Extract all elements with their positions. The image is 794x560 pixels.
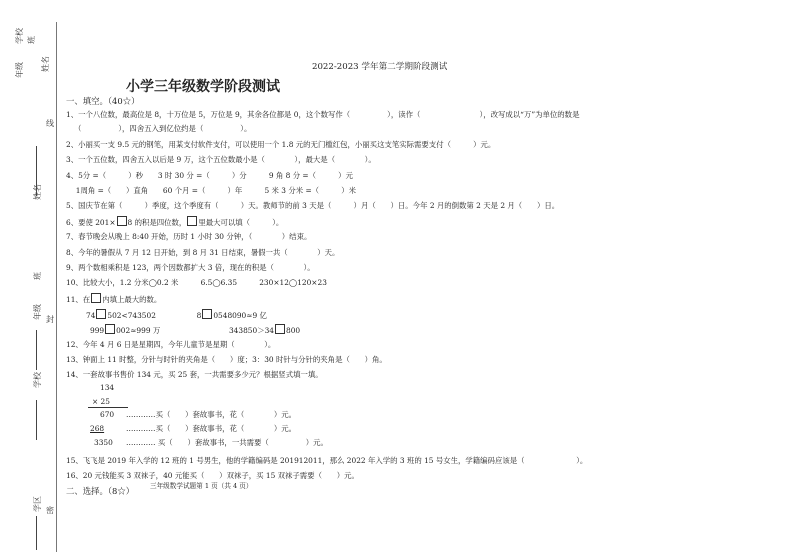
- question-2: 2、小丽买一支 9.5 元的钢笔，用某支付软件支付，可以使用一个 1.8 元的无门槛红包，小丽买这支笔实际需要支付（ ）元。: [66, 140, 496, 149]
- q11-item-2-b: 0548090≈9 亿: [213, 311, 267, 320]
- calc-product: 3350: [94, 438, 113, 447]
- question-10: 10、比较大小，1.2 分米◯0.2 米 6.5◯6.35 230×12◯120×23: [66, 278, 327, 287]
- question-5: 5、国庆节在第（ ）季度，这个季度有（ ）天。教师节的前 3 天是（ ）月（ ）日。今年 2 月的倒数第 2 天是 2 月（ ）日。: [66, 201, 560, 210]
- school-label-top: 学校: [15, 28, 24, 44]
- q11-item-4-a: 343850＞34: [228, 326, 274, 335]
- section-2-heading: 二、选择。（8☆）: [66, 486, 135, 496]
- exam-page: [66, 0, 786, 560]
- school-blank: [36, 400, 37, 440]
- question-8: 8、今年的暑假从 7 月 12 日开始，到 8 月 31 日结束，暑假一共（ ）天。: [66, 248, 340, 257]
- calc-partial-1-text: …………买（ ）套故事书，花（ ）元。: [126, 410, 296, 419]
- question-1a: 1、一个八位数，最高位是 8，十万位是 5，万位是 9，其余各位都是 0，这个数写作（ ），读作（ ），改写成以“万”为单位的数是: [66, 110, 580, 119]
- name-blank: [36, 146, 37, 196]
- ban-label-top: 班: [27, 36, 36, 44]
- question-11-row-2: [90, 324, 300, 336]
- calc-product-text: ………… 买（ ）套故事书，一共需要（ ）元。: [126, 438, 328, 447]
- binding-margin: [0, 0, 60, 560]
- answer-box[interactable]: [91, 293, 101, 303]
- calc-multiplicand: 134: [100, 383, 115, 392]
- grade-label-top: 年级: [15, 62, 24, 78]
- question-1b: （ ），四舍五入到亿位约是（ ）。: [74, 124, 252, 133]
- calc-partial-1: 670: [100, 410, 115, 419]
- question-6: [66, 216, 283, 228]
- page-footer: 三年级数学试题第 1 页（共 4 页）: [150, 482, 253, 490]
- exam-title: 小学三年级数学阶段测试: [126, 79, 280, 95]
- seal-line-char: 线: [46, 119, 54, 128]
- answer-box[interactable]: [187, 216, 197, 226]
- q11-item-3-a: 999: [90, 326, 105, 335]
- q11-item-3-b: 002≈999 万: [116, 326, 161, 335]
- seal-secret-char: 密: [46, 506, 54, 515]
- name-label-top: 姓名: [41, 56, 50, 72]
- school-label: 学校: [33, 372, 42, 388]
- answer-box[interactable]: [275, 324, 285, 334]
- binding-line: [56, 22, 57, 552]
- class-label: 班: [33, 272, 42, 280]
- answer-box[interactable]: [105, 324, 115, 334]
- exam-header: 2022-2023 学年第二学期阶段测试: [312, 62, 448, 72]
- grade-blank: [36, 330, 37, 370]
- question-4b: 1周角 =（ ）直角 60 个月 =（ ）年 5 米 3 分米 =（ ）米: [66, 186, 356, 195]
- question-11-row-1: [86, 309, 267, 321]
- calc-partial-2: 268: [90, 424, 105, 433]
- question-12: 12、今年 4 月 6 日是星期四，今年儿童节是星期（ ）。: [66, 340, 276, 349]
- section-1-heading: 一、填空。（40☆）: [66, 96, 140, 106]
- answer-box[interactable]: [96, 309, 106, 319]
- name-label: 姓名: [33, 184, 42, 200]
- grade-label: 年级: [33, 304, 42, 320]
- question-16: 16、20 元钱能买 3 双袜子，40 元能买（ ）双袜子，买 15 双袜子需要（ ）元。: [66, 471, 359, 480]
- district-label: 学区: [33, 496, 42, 512]
- calc-partial-2-text: …………买（ ）套故事书，花（ ）元。: [126, 424, 296, 433]
- question-3: 3、一个五位数，四舍五入以后是 9 万，这个五位数最小是（ ），最大是（ ）。: [66, 155, 376, 164]
- question-6-part-b: 8 的积是四位数，: [127, 218, 187, 227]
- question-11-prefix: 11、在: [66, 295, 91, 304]
- q11-item-2-a: 8: [196, 311, 202, 320]
- calc-multiplier: × 25: [92, 397, 110, 406]
- seal-seal-char: 封: [46, 315, 54, 324]
- q11-item-4-b: 800: [286, 326, 301, 335]
- q11-item-1-b: 502<743502: [107, 311, 156, 320]
- question-9: 9、两个数相乘积是 123，两个因数都扩大 3 倍，现在的积是（ ）。: [66, 263, 315, 272]
- calc-line-1: [88, 407, 128, 408]
- question-13: 13、钟面上 11 时整，分针与时针的夹角是（ ）度；3：30 时针与分针的夹角是（ ）角。: [66, 355, 387, 364]
- question-11-suffix: 内填上最大的数。: [102, 295, 162, 304]
- question-11: [66, 293, 161, 305]
- answer-box[interactable]: [202, 309, 212, 319]
- question-4a: 4、5分 =（ ）秒 3 时 30 分 =（ ）分 9 角 8 分 =（ ）元: [66, 171, 353, 180]
- district-blank: [36, 516, 37, 550]
- question-7: 7、春节晚会从晚上 8:40 开始，历时 1 小时 30 分钟，（ ）结束。: [66, 232, 312, 241]
- answer-box[interactable]: [117, 216, 127, 226]
- question-15: 15、飞飞是 2019 年入学的 12 班的 1 号男生，他的学籍编码是 201912011，那么 2022 年入学的 3 班的 15 号女生，学籍编码应该是（ ）。: [66, 456, 588, 465]
- question-6-part-a: 6、要使 201×: [66, 218, 116, 227]
- q11-item-1-a: 74: [86, 311, 96, 320]
- question-14: 14、一套故事书售价 134 元，买 25 套，一共需要多少元？根据竖式填一填。: [66, 370, 323, 379]
- question-6-part-c: 里最大可以填（ ）。: [198, 218, 284, 227]
